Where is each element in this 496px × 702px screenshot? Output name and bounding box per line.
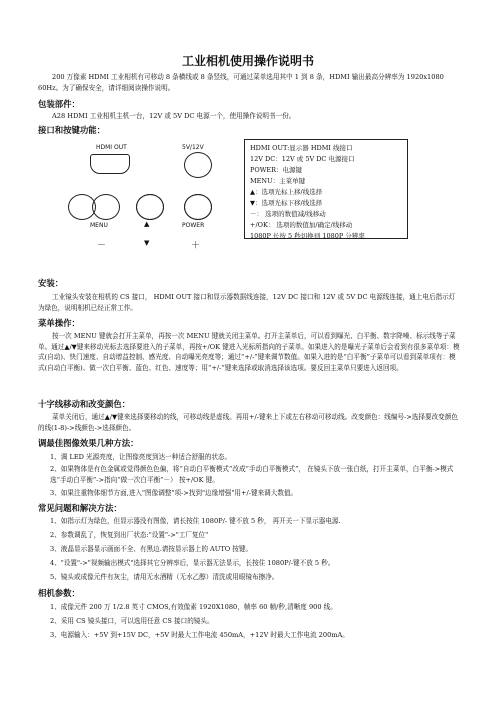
crosshair-heading: 十字线移动和改变颜色： [38, 399, 131, 409]
hdmi-out-label: HDMI OUT [96, 144, 127, 151]
minus-icon: － [97, 241, 107, 251]
faq-item: 2、参数调乱了，恢复到出厂状态:"设置"->"工厂复位" [50, 531, 209, 539]
crosshair-text: 菜单关闭后，通过▲/▼键来选择要移动的线，可移动线是虚线。再用+/-键来上下或左右移动可移动线。改变颜色：线编号->选择要改变颜色的线(1-8)->线颜色->选择颜色。 [38, 413, 458, 432]
packing-heading: 包装部件： [38, 99, 80, 109]
param-item: 3、电源输入：+5V 到+15V DC，+5V 时最大工作电流 450mA，+12V 时最大工作电流 200mA。 [50, 631, 349, 639]
minus-button [68, 194, 96, 220]
menu-text: 按一次 MENU 键就会打开主菜单，再按一次 MENU 键就关闭主菜单。打开主菜单后，可以看到曝光、白平衡、数字降噪、标示线等子菜单。通过▲/▼键来移动光标去选择要进入的子菜单，再按+/OK 键进入光标所指向的子菜单。如果进入的是曝光子菜单后会看到有很多菜单项：模式(自动)、快门速度、自动增益控制、感光度、自动曝光亮度等；通过“+/-”键来调节数值。如果入进的是“白平衡”子菜单可以看到菜单项有：模式(自动白平衡)、做一次白平衡、蓝色、红色、速度等；用“+/-”键来选择或取消选择该选项。要反回主菜单只要进入返回项。 [38, 332, 460, 372]
tip-item: 2、如果物体是有色金属或觉得颜色色偏，将“自动白平衡模式”改成“手动白平衡模式”， 在镜头下放一张白纸，打开主菜单，白平衡->模式选“手动白平衡”->指向“做一次白平衡”－） 按+/OK 键。 [50, 465, 454, 484]
faq-item: 3、液晶显示器显示画面不全、有黑边.请按显示器上的 AUTO 按键。 [50, 545, 253, 553]
menu-button [92, 194, 120, 220]
install-heading: 安装： [38, 278, 64, 288]
legend-item: MENU：主菜单键 [250, 177, 306, 185]
legend-item: +/OK： 选项的数值加/确定/线移动 [250, 221, 353, 229]
plus-button [184, 194, 212, 220]
packing-text: A28 HDMI 工业相机主机一台，12V 或 5V DC 电源一个，使用操作说明书一份。 [52, 112, 296, 120]
install-text: 工业镜头安装在相机的 CS 接口， HDMI OUT 接口和显示器数据线连接，12V DC 接口和 12V 或 5V DC 电源线连接，通上电后指示灯为绿色，说明相机已经正常工作。 [38, 293, 456, 312]
port-legend-box [244, 139, 408, 239]
menu-heading: 菜单操作： [38, 318, 80, 328]
legend-item: HDMI OUT:显示器 HDMI 线接口 [250, 144, 353, 152]
dc-jack-icon [184, 152, 212, 178]
tip-item: 1、调 LED 光源亮度，让图像亮度到达一种适合舒服的状态。 [50, 453, 232, 461]
plus-icon: ＋ [191, 241, 201, 251]
up-arrow-icon: ▲ [144, 220, 150, 228]
power-label: POWER [182, 222, 205, 229]
legend-item: ▲：选项光标上移/线选择 [250, 188, 323, 196]
down-arrow-icon: ▼ [144, 239, 150, 247]
intro-paragraph: 200 万像素 HDMI 工业相机有可移动 8 条横线或 8 条竖线，可通过菜单选用其中 1 到 8 条，HDMI 输出最高分辨率为 1920x1080 60Hz。为了确保安全，请详细阅读操作说明。 [38, 73, 444, 92]
legend-item: 1080P 长按 5 秒切换到 1080P 分辨率 [250, 232, 365, 240]
params-heading: 相机参数： [38, 588, 80, 598]
tip-item: 3、如果注重物体细节方面,进入"图像调整"项->找到"边缘增强"用+/-键来调大数值。 [50, 489, 298, 497]
faq-item: 4、"设置"->"视频输出模式"选择其它分辨率后，显示器无法显示，长按住 1080P/-键不放 5 秒。 [50, 559, 335, 567]
tips-heading: 调最佳图像效果几种方法： [38, 438, 139, 448]
param-item: 1、成像元件 200 万 1/2.8 英寸 CMOS,有效像素 1920X1080，帧率 60 帧/秒,清晰度 900 线。 [50, 603, 337, 611]
legend-item: ▼：选项光标下移/线选择 [250, 199, 323, 207]
page-title: 工业相机使用操作说明书 [181, 54, 314, 68]
power-input-label: 5V/12V [182, 144, 204, 151]
faq-item: 5、镜头或成像元件有灰尘，请用无水酒精（无水乙醇）清洗或用眼镜布擦净。 [50, 573, 279, 581]
legend-item: 12V DC：12V 或 5V DC 电源接口 [250, 155, 355, 163]
hdmi-port-icon [90, 154, 130, 174]
menu-label: MENU [90, 222, 108, 229]
ports-heading: 接口和按键功能： [38, 125, 105, 135]
legend-item: －： 选项的数值减/线移动 [250, 210, 326, 218]
param-item: 2、采用 CS 镜头接口，可以选用任意 CS 接口的镜头。 [50, 617, 214, 625]
faq-heading: 常见问题和解决方法： [38, 503, 122, 513]
down-button [136, 194, 164, 220]
legend-item: POWER：电源键 [250, 166, 303, 174]
faq-item: 1、如指示灯为绿色，但显示器没有图像，请长按住 1080P/- 键不放 5 秒， 再开关一下显示器电源. [50, 517, 341, 525]
